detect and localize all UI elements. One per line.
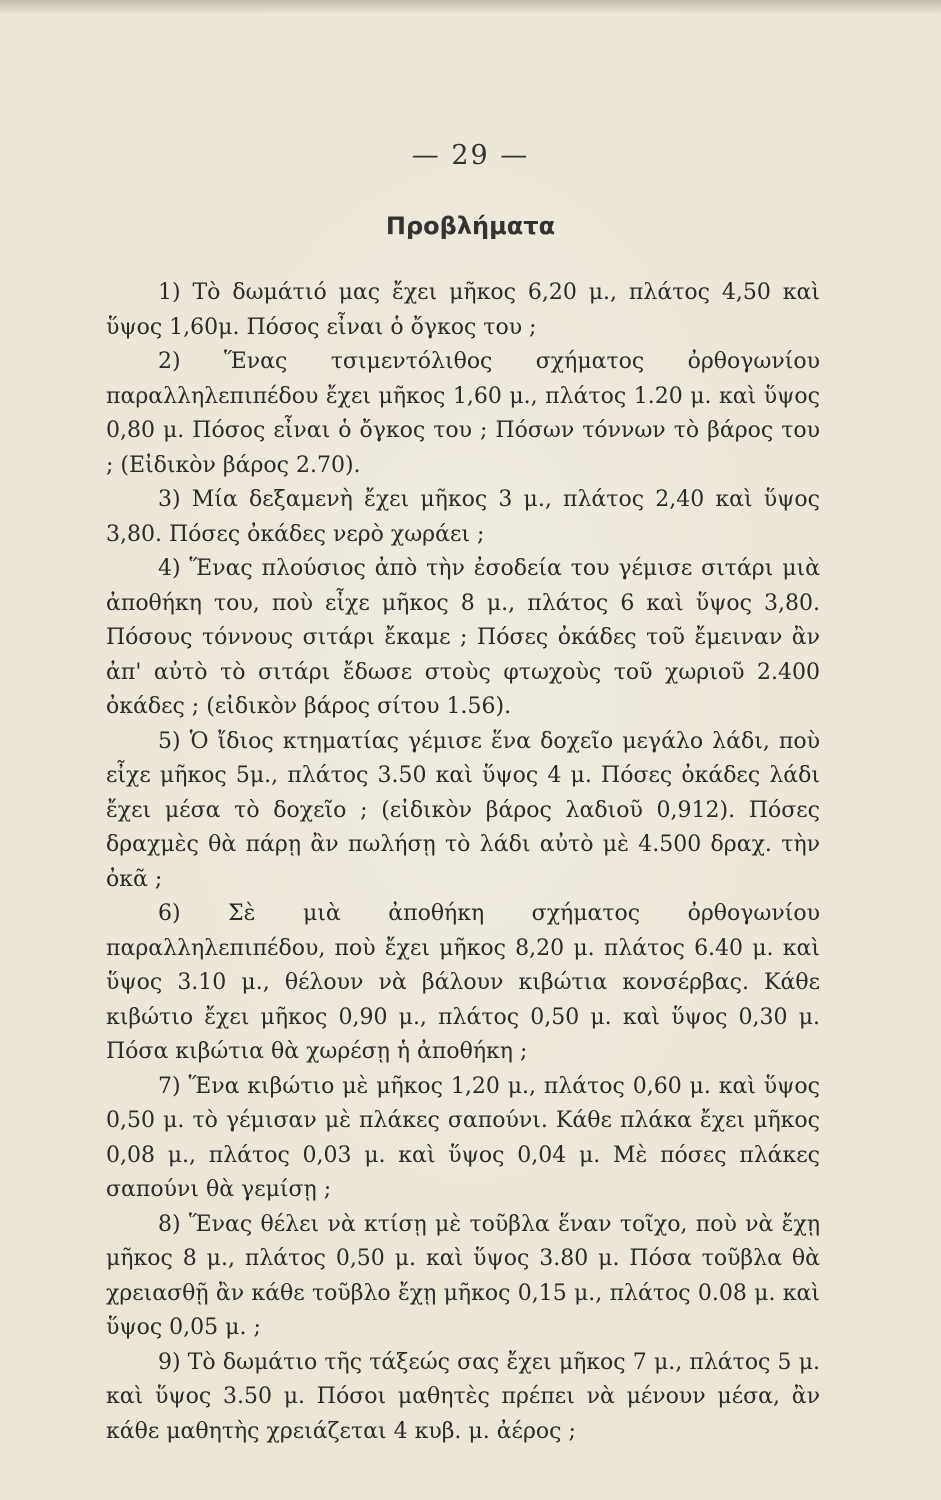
problem-7: 7) Ἕνα κιβώτιο μὲ μῆκος 1,20 μ., πλάτος 0,60 μ. καὶ ὕψος 0,50 μ. τὸ γέμισαν μὲ πλάκες σαπούνι. Κάθε πλάκα ἔχει μῆκος 0,08 μ., πλάτος 0,03 μ. καὶ ὕψος 0,04 μ. Μὲ πόσες πλάκες σαπούνι θὰ γεμίσῃ ; [106,1073,820,1202]
problem-4: 4) Ἕνας πλούσιος ἀπὸ τὴν ἐσοδεία του γέμισε σιτάρι μιὰ ἀποθήκη του, ποὺ εἶχε μῆκος 8 μ., πλάτος 6 καὶ ὕψος 3,80. Πόσους τόννους σιτάρι ἔκαμε ; Πόσες ὀκάδες τοῦ ἔμειναν ἂν ἀπ' αὐτὸ τὸ σιτάρι ἔδωσε στοὺς φτωχοὺς τοῦ χωριοῦ 2.400 ὀκάδες ; (εἰδικὸν βάρος σίτου 1.56). [106,556,820,719]
problem-5: 5) Ὁ ἴδιος κτηματίας γέμισε ἕνα δοχεῖο μεγάλο λάδι, ποὺ εἶχε μῆκος 5μ., πλάτος 3.50 καὶ ὕψος 4 μ. Πόσες ὀκάδες λάδι ἔχει μέσα τὸ δοχεῖο ; (εἰδικὸν βάρος λαδιοῦ 0,912). Πόσες δραχμὲς θὰ πάρῃ ἂν πωλήσῃ τὸ λάδι αὐτὸ μὲ 4.500 δραχ. τὴν ὀκᾶ ; [106,728,820,892]
section-heading: Προβλήματα [385,212,556,240]
page-top-edge [0,0,941,14]
problem-3: 3) Μία δεξαμενὴ ἔχει μῆκος 3 μ., πλάτος 2,40 καὶ ὕψος 3,80. Πόσες ὀκάδες νερὸ χωράει ; [106,487,820,547]
problem-9: 9) Τὸ δωμάτιο τῆς τάξεώς σας ἔχει μῆκος 7 μ., πλάτος 5 μ. καὶ ὕψος 3.50 μ. Πόσοι μαθητὲς πρέπει νὰ μένουν μέσα, ἂν κάθε μαθητὴς χρειάζεται 4 κυβ. μ. ἀέρος ; [106,1349,820,1444]
problem-list [106,276,820,1449]
problem-6: 6) Σὲ μιὰ ἀποθήκη σχήματος ὀρθογωνίου παραλληλεπιπέδου, ποὺ ἔχει μῆκος 8,20 μ. πλάτος 6.40 μ. καὶ ὕψος 3.10 μ., θέλουν νὰ βάλουν κιβώτια κονσέρβας. Κάθε κιβώτιο ἔχει μῆκος 0,90 μ., πλάτος 0,50 μ. καὶ ὕψος 0,30 μ. Πόσα κιβώτια θὰ χωρέσῃ ἡ ἀποθήκη ; [106,901,820,1064]
problem-1: 1) Τὸ δωμάτιό μας ἔχει μῆκος 6,20 μ., πλάτος 4,50 καὶ ὕψος 1,60μ. Πόσος εἶναι ὁ ὄγκος του ; [106,280,820,340]
problem-8: 8) Ἕνας θέλει νὰ κτίσῃ μὲ τοῦβλα ἕναν τοῖχο, ποὺ νὰ ἔχῃ μῆκος 8 μ., πλάτος 0,50 μ. καὶ ὕψος 3.80 μ. Πόσα τοῦβλα θὰ χρειασθῇ ἂν κάθε τοῦβλο ἔχῃ μῆκος 0,15 μ., πλάτος 0.08 μ. καὶ ὕψος 0,05 μ. ; [106,1211,820,1340]
problem-2: 2) Ἕνας τσιμεντόλιθος σχήματος ὀρθογωνίου παραλληλεπιπέδου ἔχει μῆκος 1,60 μ., πλάτος 1.20 μ. καὶ ὕψος 0,80 μ. Πόσος εἶναι ὁ ὄγκος του ; Πόσων τόννων τὸ βάρος του ; (Εἰδικὸν βάρος 2.70). [106,349,820,478]
page-number: — 29 — [411,140,530,171]
